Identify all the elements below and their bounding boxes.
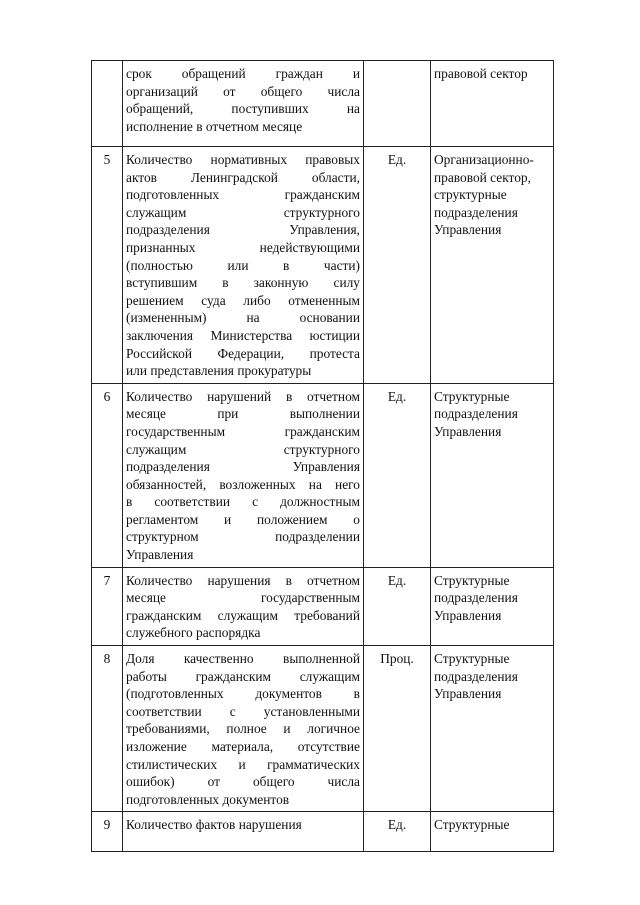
row-number: 5	[92, 147, 123, 384]
unit-of-measure: Ед.	[364, 147, 431, 384]
description-line: гражданским служащим требований	[126, 607, 360, 623]
indicator-description	[123, 383, 364, 567]
responsible-unit	[431, 147, 554, 384]
indicator-description	[123, 147, 364, 384]
unit-of-measure: Ед.	[364, 812, 431, 852]
description-line: исполнение в отчетном месяце	[126, 118, 303, 134]
row-number	[92, 61, 123, 147]
responsible-line: подразделения	[434, 204, 518, 220]
table-row	[92, 147, 554, 384]
responsible-line: Структурные	[434, 572, 510, 588]
description-line: стилистических и грамматических	[126, 756, 360, 772]
responsible-unit	[431, 567, 554, 645]
description-line: обращений, поступивших на	[126, 101, 360, 117]
description-line: подготовленных гражданским	[126, 187, 360, 203]
responsible-line: Организационно-	[434, 152, 534, 167]
table-row	[92, 646, 554, 812]
responsible-line: подразделения	[434, 590, 518, 606]
description-line: организаций от общего числа	[126, 83, 360, 99]
responsible-unit	[431, 812, 554, 852]
description-line: Управления	[126, 547, 194, 563]
responsible-line: Структурные	[434, 817, 510, 833]
description-line: служащим структурного	[126, 441, 360, 457]
responsible-line: Структурные	[434, 651, 510, 667]
responsible-line: подразделения	[434, 406, 518, 422]
description-line: месяце государственным	[126, 590, 360, 606]
responsible-line: Управления	[434, 607, 502, 623]
description-line: заключения Министерства юстиции	[126, 327, 360, 343]
indicators-table-body	[92, 61, 554, 852]
row-number: 7	[92, 567, 123, 645]
responsible-unit	[431, 61, 554, 147]
description-line: изложение материала, отсутствие	[126, 739, 360, 754]
description-line: подразделения Управления,	[126, 222, 360, 238]
description-line: ошибок) от общего числа	[126, 774, 360, 790]
description-line: регламентом и положением о	[126, 511, 360, 527]
row-number: 8	[92, 646, 123, 812]
description-line: работы гражданским служащим	[126, 668, 360, 684]
description-line: (подготовленных документов в	[126, 686, 360, 702]
unit-of-measure: Проц.	[364, 646, 431, 812]
description-line: месяце при выполнении	[126, 406, 360, 422]
indicator-description	[123, 567, 364, 645]
row-number: 6	[92, 383, 123, 567]
row-number: 9	[92, 812, 123, 852]
table-row	[92, 383, 554, 567]
unit-of-measure: Ед.	[364, 567, 431, 645]
description-line: подготовленных документов	[126, 791, 290, 807]
description-line: (измененным) на основании	[126, 310, 360, 326]
description-line: служебного распорядка	[126, 625, 261, 641]
table-row	[92, 61, 554, 147]
responsible-line: Структурные	[434, 388, 510, 404]
description-line: Доля качественно выполненной	[126, 651, 360, 667]
description-line: (полностью или в части)	[126, 257, 360, 273]
description-line: признанных недействующими	[126, 239, 360, 255]
indicators-table	[91, 60, 554, 852]
description-line: подразделения Управления	[126, 459, 360, 475]
table-row	[92, 567, 554, 645]
responsible-line: структурные	[434, 187, 507, 203]
description-line: государственным гражданским	[126, 423, 360, 439]
table-row	[92, 812, 554, 852]
description-line: вступившим в законную силу	[126, 275, 360, 291]
responsible-unit	[431, 646, 554, 812]
description-line: структурном подразделении	[126, 529, 360, 545]
description-line: соответствии с установленными	[126, 703, 360, 719]
description-line: служащим структурного	[126, 204, 360, 220]
description-line: Количество нарушения в отчетном	[126, 572, 360, 588]
indicator-description	[123, 61, 364, 147]
indicator-description	[123, 812, 364, 852]
indicator-description	[123, 646, 364, 812]
responsible-line: подразделения	[434, 668, 518, 684]
description-line: срок обращений граждан и	[126, 66, 360, 81]
responsible-line: Управления	[434, 423, 502, 439]
description-line: Количество нарушений в отчетном	[126, 388, 360, 404]
description-line: Количество фактов нарушения	[126, 817, 302, 833]
description-line: требованиями, полное и логичное	[126, 721, 360, 737]
responsible-unit	[431, 383, 554, 567]
description-line: Количество нормативных правовых	[126, 152, 360, 167]
responsible-line: правовой сектор,	[434, 169, 531, 185]
description-line: Российской Федерации, протеста	[126, 345, 360, 361]
description-line: актов Ленинградской области,	[126, 169, 360, 185]
responsible-line: правовой сектор	[434, 66, 528, 81]
responsible-line: Управления	[434, 686, 502, 702]
responsible-line: Управления	[434, 222, 502, 238]
unit-of-measure: Ед.	[364, 383, 431, 567]
description-line: в соответствии с должностным	[126, 494, 360, 510]
description-line: или представления прокуратуры	[126, 363, 312, 379]
description-line: обязанностей, возложенных на него	[126, 476, 360, 492]
unit-of-measure	[364, 61, 431, 147]
description-line: решением суда либо отмененным	[126, 292, 360, 308]
